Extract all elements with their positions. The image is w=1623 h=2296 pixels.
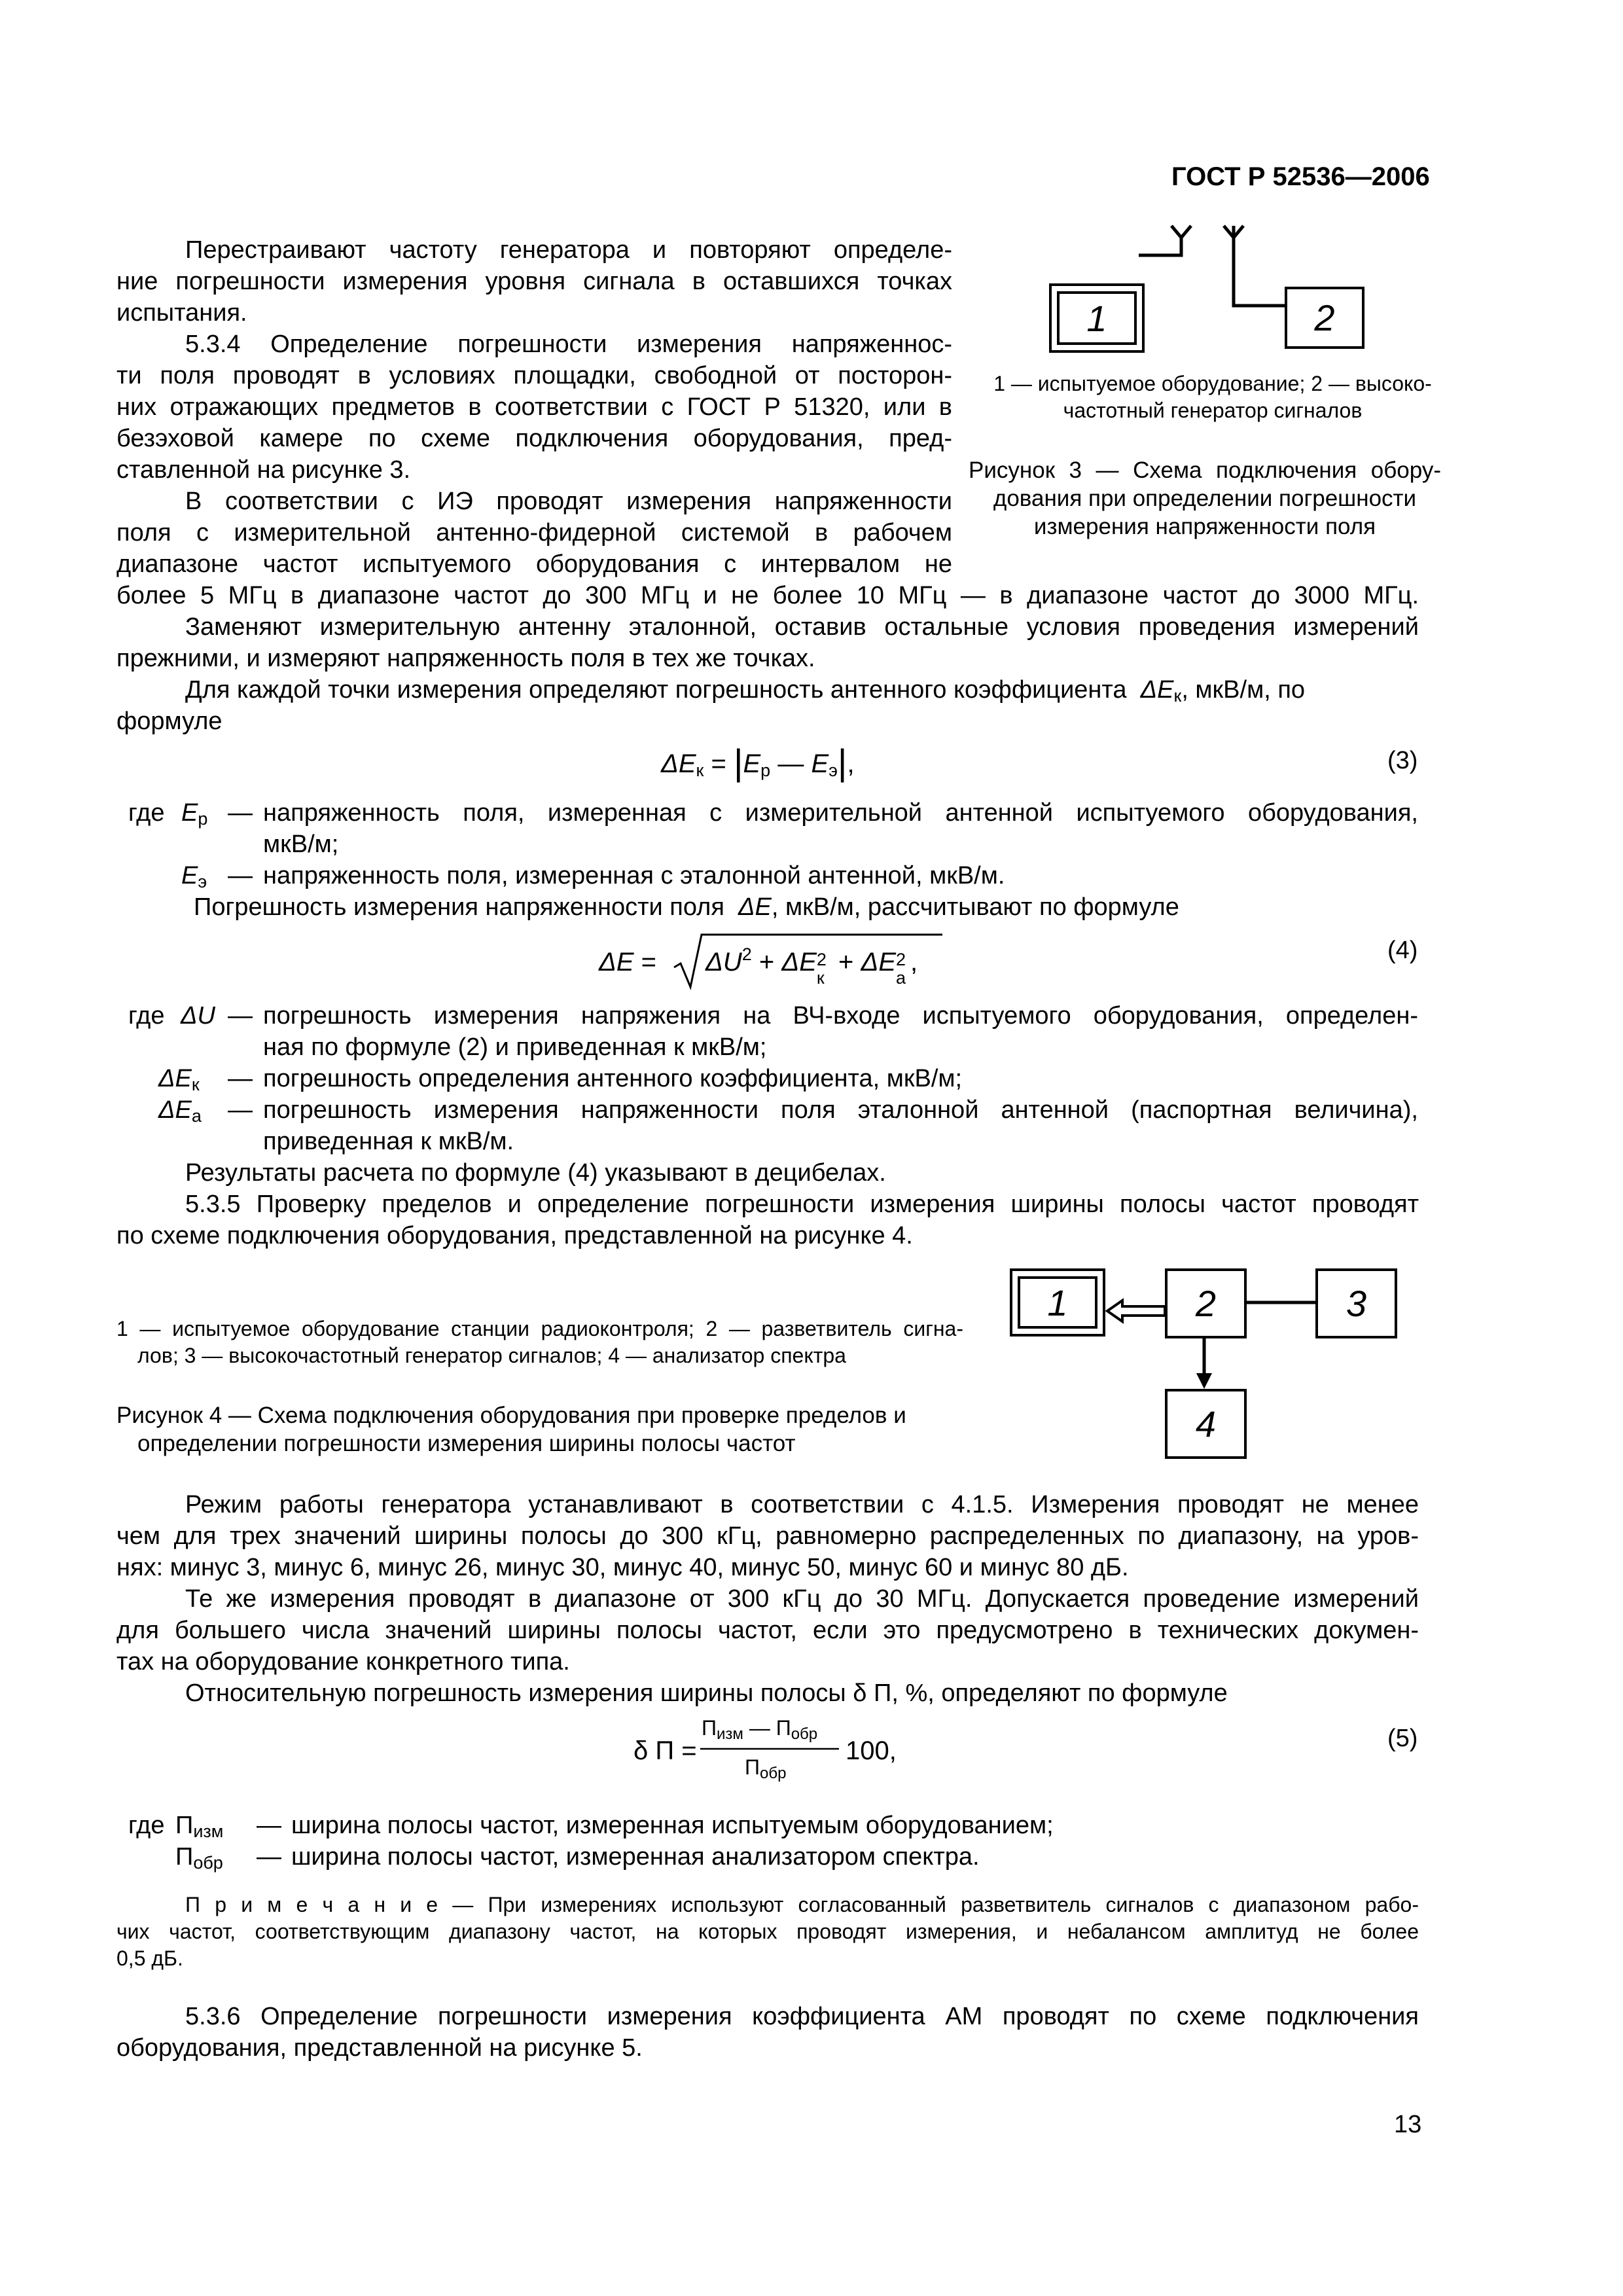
page-number: 13 bbox=[1394, 2111, 1422, 2138]
fig4-block-3: 3 bbox=[1315, 1268, 1397, 1338]
definition-line: приведенная к мкВ/м. bbox=[263, 1128, 514, 1155]
math-symbol: ΔE bbox=[661, 749, 696, 778]
math-symbol: E bbox=[181, 862, 198, 889]
fig3-block-1: 1 bbox=[1057, 291, 1137, 345]
math-subscript: р bbox=[760, 761, 771, 780]
text-line: Заменяют измерительную антенну эталонной, оставив остальные условия проведения измерений bbox=[185, 613, 1419, 641]
text-line: 5.3.5 Проверку пределов и определение погрешности измерения ширины полосы частот проводят bbox=[185, 1191, 1419, 1218]
fig3-caption-line: дования при определении погрешности bbox=[993, 486, 1417, 511]
equation-5-number: (5) bbox=[1387, 1725, 1418, 1752]
fig3-caption-line: Рисунок 3 — Схема подключения обору- bbox=[969, 457, 1441, 483]
text-line: ставленной на рисунке 3. bbox=[116, 456, 411, 484]
text-line: по схеме подключения оборудования, представленной на рисунке 4. bbox=[116, 1222, 913, 1249]
where-intro: где bbox=[128, 799, 165, 827]
math-symbol: ΔE bbox=[1140, 676, 1174, 704]
where-dash: — bbox=[228, 862, 253, 889]
math-subscript: к bbox=[191, 1075, 200, 1094]
math-operator: + bbox=[838, 948, 854, 977]
math-subscript: а bbox=[896, 968, 906, 988]
note-line: чих частот, соответствующим диапазону частот, на которых проводят измерения, и небалансом амплитуд не более bbox=[116, 1920, 1419, 1943]
text-line: них отражающих предметов в соответствии с ГОСТ Р 51320, или в bbox=[116, 393, 952, 421]
math-symbol: ΔU bbox=[181, 1002, 215, 1030]
equation-5-lhs: δ П = bbox=[633, 1736, 697, 1765]
math-superscript: 2 bbox=[896, 950, 906, 969]
fig3-caption-line: измерения напряженности поля bbox=[1033, 514, 1376, 539]
math-superscript: 2 bbox=[741, 944, 752, 964]
math-subscript: обр bbox=[193, 1853, 223, 1873]
text-line: формуле bbox=[116, 708, 223, 735]
definition-line: погрешность измерения напряжения на ВЧ-входе испытуемого оборудования, определен- bbox=[263, 1002, 1418, 1030]
fig4-legend-line: 1 — испытуемое оборудование станции радиоконтроля; 2 — разветвитель сигна- bbox=[116, 1317, 963, 1340]
text-fragment: , мкВ/м, по bbox=[1181, 676, 1306, 704]
where-dash: — bbox=[228, 1002, 253, 1030]
math-subscript: к bbox=[696, 761, 704, 780]
definition-line: погрешность измерения напряженности поля эталонной антенной (паспортная величина), bbox=[263, 1096, 1418, 1124]
text-line: 5.3.4 Определение погрешности измерения напряженнос- bbox=[185, 331, 952, 358]
math-subscript: к bbox=[1173, 686, 1182, 706]
fig4-caption-line: определении погрешности измерения ширины полосы частот bbox=[137, 1431, 796, 1456]
definition-line: ширина полосы частот, измеренная испытуемым оборудованием; bbox=[291, 1812, 1054, 1839]
text-line: испытания. bbox=[116, 299, 247, 327]
where-symbol bbox=[175, 1810, 223, 1841]
definition-line: погрешность определения антенного коэффициента, мкВ/м; bbox=[263, 1065, 963, 1092]
math-subscript: р bbox=[198, 809, 208, 829]
math-subscript: изм bbox=[717, 1725, 743, 1743]
math-symbol: ΔE bbox=[738, 893, 772, 921]
text-line: ти поля проводят в условиях площадки, свободной от посторон- bbox=[116, 362, 952, 389]
text-line: оборудования, представленной на рисунке 5. bbox=[116, 2034, 643, 2062]
equation-5-tail: 100, bbox=[846, 1736, 897, 1765]
fig4-block-1: 1 bbox=[1018, 1276, 1097, 1329]
math-subscript: к bbox=[816, 968, 825, 988]
math-subscript: э bbox=[829, 761, 838, 780]
math-subscript: обр bbox=[791, 1725, 818, 1743]
math-symbol: П bbox=[175, 1843, 194, 1871]
definition-line: ная по формуле (2) и приведенная к мкВ/м; bbox=[263, 1033, 767, 1061]
where-dash: — bbox=[228, 1096, 253, 1124]
fig4-block-4: 4 bbox=[1165, 1389, 1247, 1459]
math-operator: — П bbox=[749, 1716, 791, 1740]
text-line: нях: минус 3, минус 6, минус 26, минус 30, минус 40, минус 50, минус 60 и минус 80 дБ. bbox=[116, 1554, 1129, 1581]
text-fragment: Для каждой точки измерения определяют погрешность антенного коэффициента bbox=[185, 676, 1127, 704]
math-symbol: ΔE bbox=[158, 1096, 192, 1124]
math-symbol: П bbox=[175, 1812, 194, 1839]
note-line: П р и м е ч а н и е — При измерениях используют согласованный разветвитель сигналов с диапазоном рабо- bbox=[185, 1893, 1419, 1916]
fig4-block-2: 2 bbox=[1165, 1268, 1247, 1338]
math-operator: + bbox=[758, 948, 775, 977]
where-dash: — bbox=[228, 1065, 253, 1092]
text-line: диапазоне частот испытуемого оборудования с интервалом не bbox=[116, 550, 952, 578]
math-operator: = bbox=[641, 948, 656, 977]
paragraph-relative-error: Относительную погрешность измерения ширины полосы δ П, %, определяют по формуле bbox=[185, 1679, 1228, 1707]
definition-line: напряженность поля, измеренная с измерительной антенной испытуемого оборудования, bbox=[263, 799, 1418, 827]
where-dash: — bbox=[257, 1812, 281, 1839]
text-line: Перестраивают частоту генератора и повторяют определе- bbox=[185, 236, 952, 264]
math-symbol: ΔE bbox=[599, 948, 634, 977]
text-line: для большего числа значений ширины полосы частот, если это предусмотрено в технических докумен- bbox=[116, 1617, 1419, 1644]
text-line: прежними, и измеряют напряженность поля в тех же точках. bbox=[116, 645, 815, 672]
definition-line: ширина полосы частот, измеренная анализатором спектра. bbox=[291, 1843, 980, 1871]
math-subscript: э bbox=[198, 872, 207, 891]
text-line: чем для трех значений ширины полосы до 300 кГц, равномерно распределенных по диапазону, на уров- bbox=[116, 1522, 1419, 1550]
math-subscript: а bbox=[191, 1106, 202, 1126]
definition-line: напряженность поля, измеренная с эталонной антенной, мкВ/м. bbox=[263, 862, 1005, 889]
equation-3-body: $\Delta E_к = |E_р$ — $E_э|$, bbox=[661, 742, 855, 783]
note-line: 0,5 дБ. bbox=[116, 1946, 183, 1970]
text-line: более 5 МГц в диапазоне частот до 300 МГц и не более 10 МГц — в диапазоне частот до 3000 МГц. bbox=[116, 582, 1419, 609]
math-symbol: ΔE bbox=[158, 1065, 192, 1092]
document-code: ГОСТ Р 52536—2006 bbox=[1171, 162, 1430, 191]
math-operator: = bbox=[711, 749, 726, 778]
math-operator: , bbox=[847, 749, 855, 778]
math-symbol: ΔU bbox=[705, 948, 742, 977]
equation-4-number: (4) bbox=[1387, 937, 1418, 964]
fig4-caption-line: Рисунок 4 — Схема подключения оборудования при проверке пределов и bbox=[116, 1403, 906, 1428]
math-subscript: обр bbox=[760, 1765, 787, 1782]
math-symbol: E bbox=[811, 749, 829, 778]
where-symbol bbox=[175, 1841, 223, 1873]
equation-3-number: (3) bbox=[1387, 747, 1418, 774]
fig3-block-2: 2 bbox=[1285, 287, 1364, 349]
math-symbol: E bbox=[743, 749, 761, 778]
text-line: тах на оборудование конкретного типа. bbox=[116, 1648, 570, 1676]
where-dash: — bbox=[257, 1843, 281, 1871]
math-symbol: E bbox=[181, 799, 198, 827]
text-line: В соответствии с ИЭ проводят измерения напряженности bbox=[185, 488, 952, 515]
text-line: ние погрешности измерения уровня сигнала в оставшихся точках bbox=[116, 268, 952, 295]
math-symbol: ΔE bbox=[781, 948, 817, 977]
equation-5-denominator bbox=[745, 1754, 786, 1780]
fig3-legend-line: частотный генератор сигналов bbox=[1063, 399, 1363, 422]
fig4-legend-line: лов; 3 — высокочастотный генератор сигналов; 4 — анализатор спектра bbox=[137, 1344, 846, 1367]
where-dash: — bbox=[228, 799, 253, 827]
text-line: 5.3.6 Определение погрешности измерения коэффициента АМ проводят по схеме подключения bbox=[185, 2003, 1419, 2030]
text-fragment: , мкВ/м, рассчитывают по формуле bbox=[771, 893, 1179, 921]
math-symbol: П bbox=[745, 1755, 760, 1779]
definition-line: мкВ/м; bbox=[263, 831, 339, 858]
math-operator: , bbox=[910, 948, 918, 977]
text-fragment: Погрешность измерения напряженности поля bbox=[194, 893, 724, 921]
text-line: Режим работы генератора устанавливают в соответствии с 4.1.5. Измерения проводят не менее bbox=[185, 1491, 1419, 1518]
fig3-legend-line: 1 — испытуемое оборудование; 2 — высоко- bbox=[993, 372, 1432, 395]
math-subscript: изм bbox=[193, 1821, 224, 1841]
math-operator: — bbox=[777, 749, 804, 778]
math-superscript: 2 bbox=[816, 950, 827, 969]
text-line: Те же измерения проводят в диапазоне от 300 кГц до 30 МГц. Допускается проведение измерений bbox=[185, 1585, 1419, 1613]
where-intro: где bbox=[128, 1002, 165, 1030]
paragraph-results: Результаты расчета по формуле (4) указывают в децибелах. bbox=[185, 1159, 886, 1187]
math-symbol: П bbox=[702, 1716, 717, 1740]
math-symbol: ΔE bbox=[861, 948, 897, 977]
text-line: безэховой камере по схеме подключения оборудования, пред- bbox=[116, 425, 952, 452]
text-line: поля с измерительной антенно-фидерной системой в рабочем bbox=[116, 519, 952, 547]
where-intro: где bbox=[128, 1812, 165, 1839]
